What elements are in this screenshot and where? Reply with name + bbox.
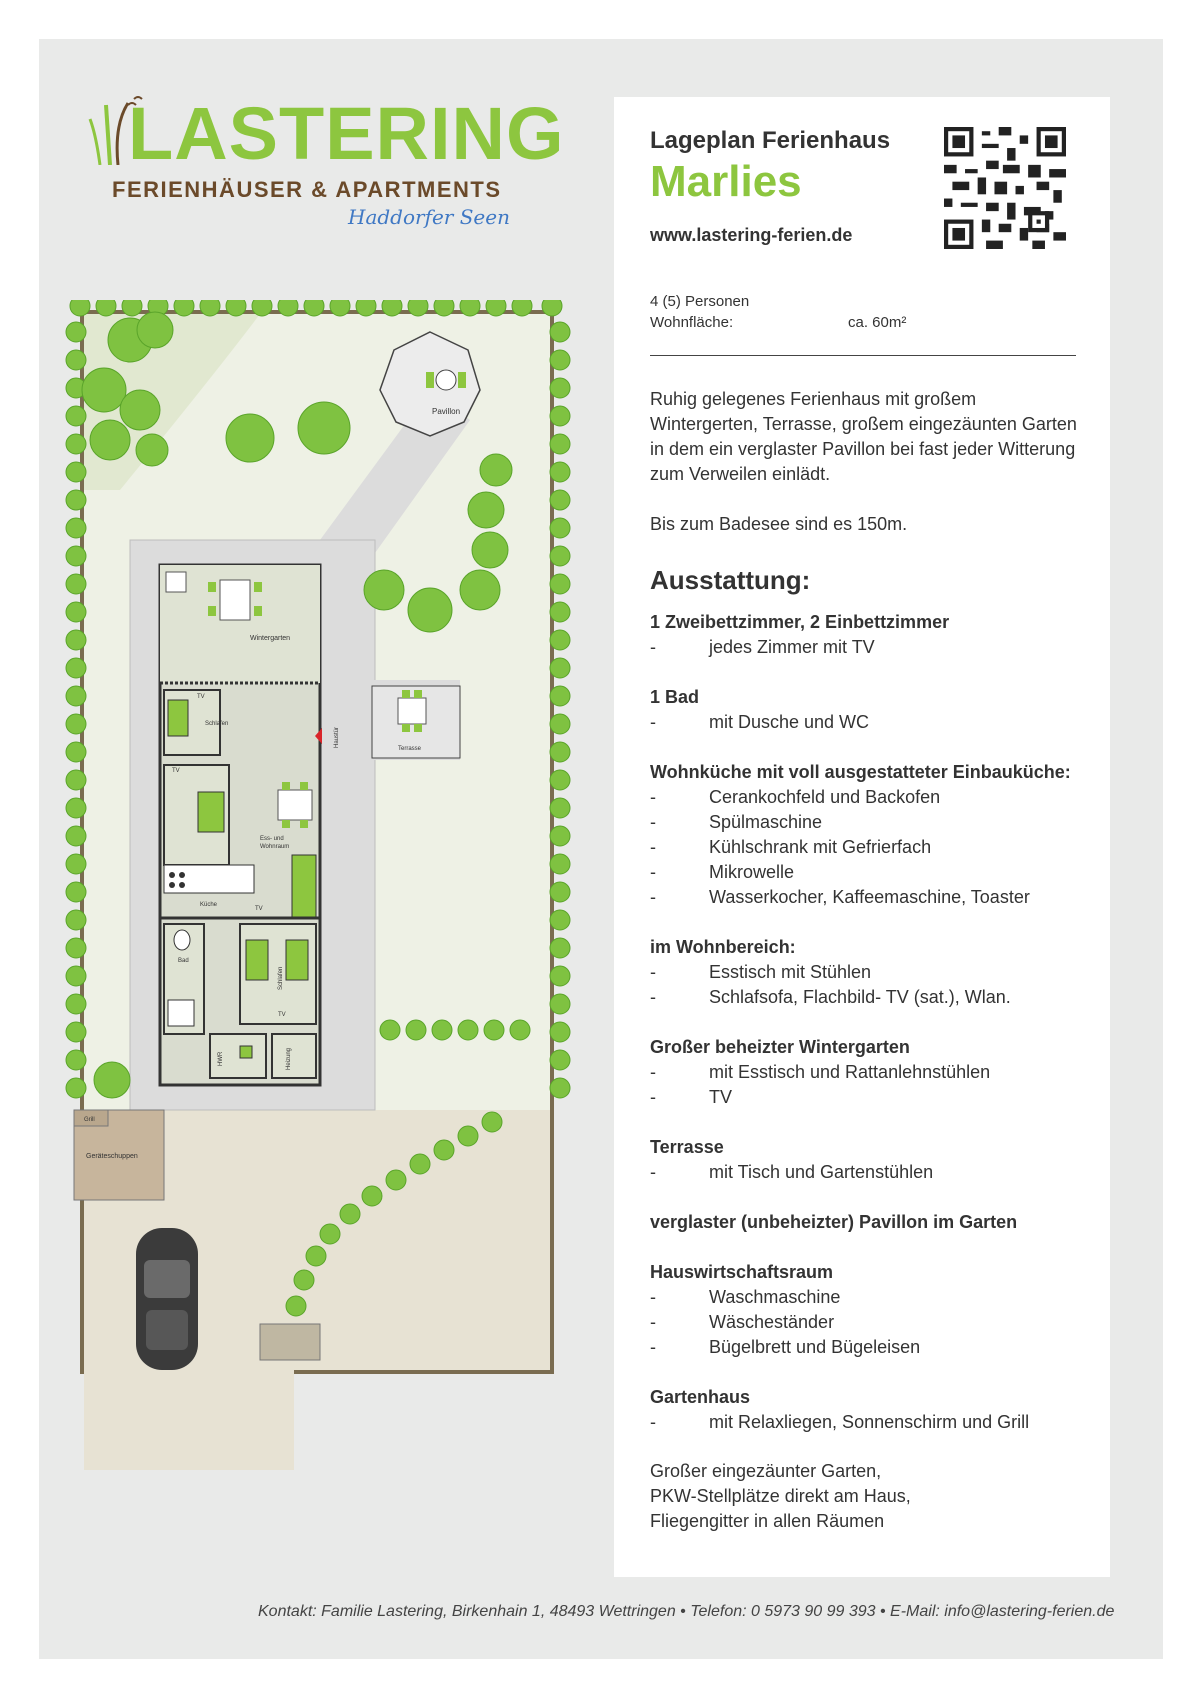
feature-section [650,1260,1110,1360]
label-hwr: HWR [218,1051,224,1066]
feature-item [650,785,1110,810]
label-ess-2: Wohnraum [260,844,290,850]
feature-item-text: mit Tisch und Gartenstühlen [709,1162,934,1182]
feature-dash: - [650,1087,656,1107]
feature-item [650,1310,1110,1335]
feature-dash: - [650,1412,656,1432]
feature-item [650,1285,1110,1310]
feature-dash: - [650,787,656,807]
logo-script: Haddorfer Seen [348,205,510,229]
feature-section-title: 1 Zweibettzimmer, 2 Einbettzimmer [650,612,950,632]
feature-item-text: Schlafsofa, Flachbild- TV (sat.), Wlan. [709,987,1011,1007]
label-tv-1: TV [197,694,205,700]
feature-section-title: Hauswirtschaftsraum [650,1262,834,1282]
feature-item-text: Mikrowelle [709,862,795,882]
title-small: Lageplan Ferienhaus [650,127,891,154]
feature-dash: - [650,837,656,857]
feature-dash: - [650,1062,656,1082]
label-haustuer: Haustür [334,726,340,748]
feature-section [650,610,1110,660]
feature-item [650,1060,1110,1085]
feature-section-title: Gartenhaus [650,1387,751,1407]
sofa [292,855,316,919]
area-value: ca. 60m² [848,314,907,331]
description-p2: Bis zum Badesee sind es 150m. [650,514,908,534]
label-schlafen-2: Schlafen [278,966,284,990]
feature-item [650,710,1110,735]
feature-section [650,1210,1110,1235]
feature-item-text: TV [709,1087,733,1107]
feature-dash: - [650,1287,656,1307]
feature-item-text: jedes Zimmer mit TV [709,637,875,657]
lounger [260,1324,320,1360]
feature-dash: - [650,1337,656,1357]
feature-item-text: mit Esstisch und Rattanlehnstühlen [709,1062,991,1082]
feature-section-title: im Wohnbereich: [650,937,796,957]
footer-contact: Kontakt: Familie Lastering, Birkenhain 1, 48493 Wettringen • Telefon: 0 5973 90 99 393 • E-Mail: info@lastering-ferien.de [258,1603,1115,1620]
info-panel [614,97,1110,1577]
features-heading: Ausstattung: [650,565,811,595]
feature-item-text: mit Dusche und WC [709,712,870,732]
feature-section [650,935,1110,1010]
feature-dash: - [650,987,656,1007]
title-big: Marlies [650,157,802,206]
feature-item-text: Spülmaschine [709,812,823,832]
label-ess-1: Ess- und [260,836,284,842]
feature-dash: - [650,962,656,982]
feature-dash: - [650,637,656,657]
closing [650,1459,1080,1534]
label-geraeteschuppen: Geräteschuppen [86,1153,138,1160]
label-heizung: Heizung [286,1047,292,1070]
feature-item-text: Esstisch mit Stühlen [709,962,872,982]
logo-subtitle: FERIENHÄUSER & APARTMENTS [112,177,502,202]
label-kueche: Küche [200,902,218,908]
divider [650,355,1076,356]
feature-item [650,985,1110,1010]
feature-section-title: Wohnküche mit voll ausgestatteter Einbauküche: [650,762,1071,782]
logo [88,92,565,245]
label-tv-4: TV [278,1012,286,1018]
logo-wordmark: LASTERING [128,92,565,175]
feature-item [650,835,1110,860]
feature-section [650,1035,1110,1110]
car-icon [136,1228,198,1370]
feature-item-text: Cerankochfeld und Backofen [709,787,941,807]
feature-item [650,960,1110,985]
feature-section [650,685,1110,735]
area-label: Wohnfläche: [650,314,734,331]
feature-section-title: Großer beheizter Wintergarten [650,1037,910,1057]
feature-section-title: 1 Bad [650,687,700,707]
feature-item [650,1410,1110,1435]
feature-item-text: Wasserkocher, Kaffeemaschine, Toaster [709,887,1030,907]
feature-item [650,860,1110,885]
label-grill: Grill [84,1117,95,1123]
label-schlafen-1: Schlafen [205,721,229,727]
description [650,387,1080,562]
feature-section [650,1135,1110,1185]
feature-dash: - [650,712,656,732]
label-bad: Bad [178,958,189,964]
closing-line-3: Fliegengitter in allen Räumen [650,1511,885,1531]
feature-section [650,760,1110,910]
feature-item-text: Waschmaschine [709,1287,841,1307]
feature-dash: - [650,862,656,882]
facts [650,291,1070,333]
closing-line-2: PKW-Stellplätze direkt am Haus, [650,1486,911,1506]
feature-item [650,810,1110,835]
feature-section [650,1385,1110,1435]
feature-item [650,1085,1110,1110]
feature-dash: - [650,1162,656,1182]
label-pavillon: Pavillon [432,407,461,416]
website-link[interactable]: www.lastering-ferien.de [650,225,853,245]
feature-item-text: Kühlschrank mit Gefrierfach [709,837,932,857]
feature-dash: - [650,812,656,832]
feature-dash: - [650,887,656,907]
persons: 4 (5) Personen [650,293,750,310]
feature-item [650,1335,1110,1360]
feature-item [650,1160,1110,1185]
feature-section-title: Terrasse [650,1137,724,1157]
closing-line-1: Großer eingezäunter Garten, [650,1461,882,1481]
feature-item-text: Bügelbrett und Bügeleisen [709,1337,921,1357]
feature-item [650,635,1110,660]
label-tv-3: TV [255,906,263,912]
site-plan [60,300,580,1480]
label-terrasse: Terrasse [398,746,422,752]
label-tv-2: TV [172,768,180,774]
feature-item [650,885,1110,910]
description-p1: Ruhig gelegenes Ferienhaus mit großem Wintergerten, Terrasse, großem eingezäunten Garten in dem ein verglaster Pavillon bei fast jeder Witterung zum Verweilen einlädt. [650,389,1077,484]
feature-item-text: Wäscheständer [709,1312,835,1332]
features-list [650,610,1110,1460]
feature-item-text: mit Relaxliegen, Sonnenschirm und Grill [709,1412,1030,1432]
feature-section-title: verglaster (unbeheizter) Pavillon im Garten [650,1212,1018,1232]
label-wintergarten: Wintergarten [250,635,291,642]
feature-dash: - [650,1312,656,1332]
qr-code-icon [944,127,1066,249]
